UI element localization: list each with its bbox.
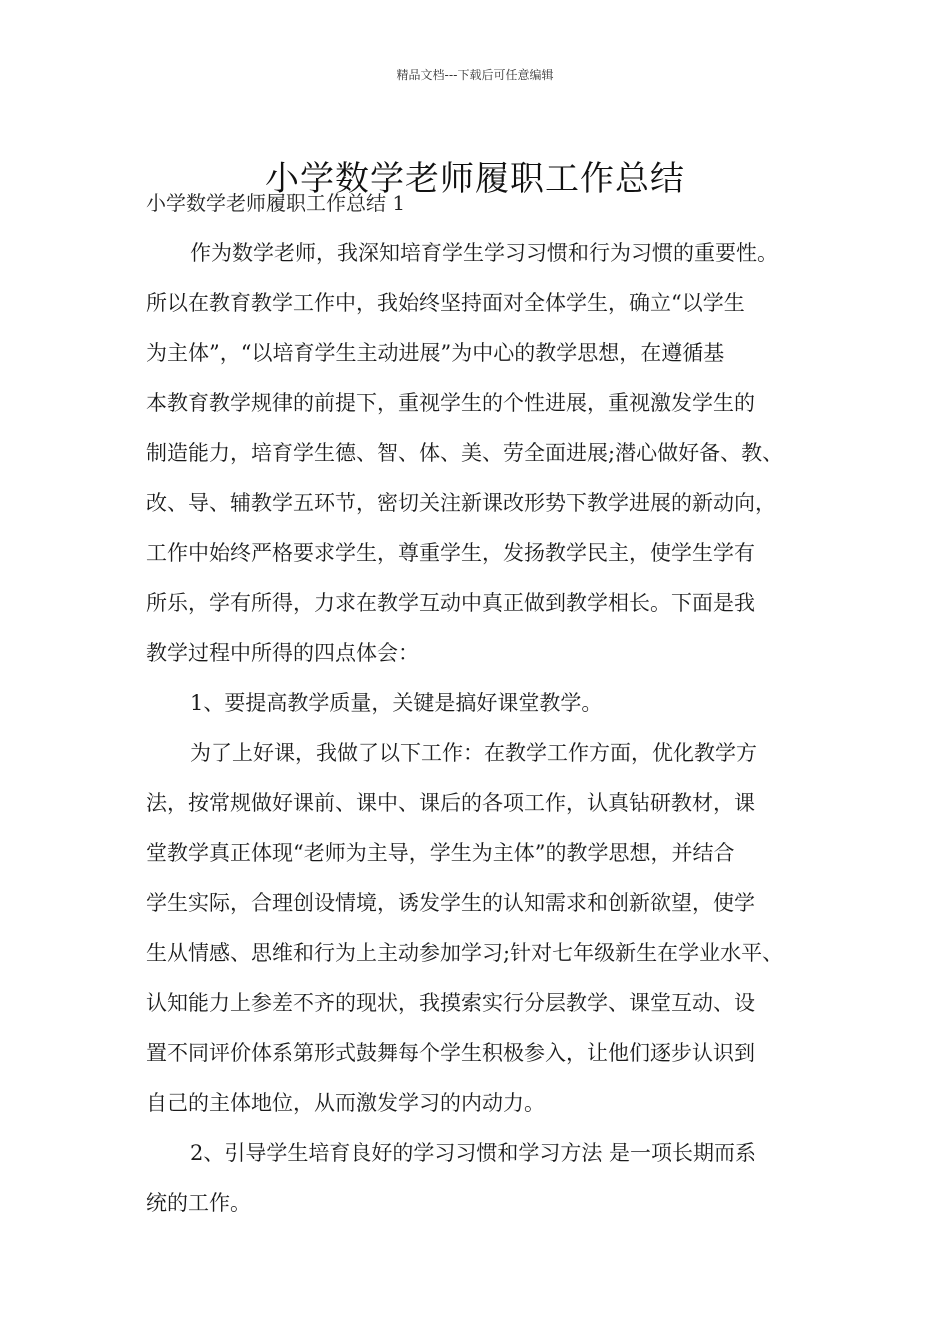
text-line: 法，按常规做好课前、课中、课后的各项工作，认真钻研教材，课 xyxy=(146,791,755,815)
text-line: 生从情感、思维和行为上主动参加学习;针对七年级新生在学业水平、 xyxy=(146,941,784,965)
document-body xyxy=(146,228,826,1228)
section-subtitle: 小学数学老师履职工作总结 1 xyxy=(146,191,406,215)
text-line: 2、引导学生培育良好的学习习惯和学习方法 是一项长期而系 xyxy=(190,1141,757,1165)
text-line: 1、要提高教学质量，关键是搞好课堂教学。 xyxy=(190,691,603,715)
text-line: 制造能力，培育学生德、智、体、美、劳全面进展;潜心做好备、教、 xyxy=(146,441,784,465)
text-line: 为主体”，“以培育学生主动进展”为中心的教学思想，在遵循基 xyxy=(146,341,725,365)
text-line: 工作中始终严格要求学生，尊重学生，发扬教学民主，使学生学有 xyxy=(146,541,755,565)
text-line: 堂教学真正体现“老师为主导，学生为主体”的教学思想，并结合 xyxy=(146,841,735,865)
text-line: 为了上好课，我做了以下工作：在教学工作方面，优化教学方 xyxy=(190,741,757,765)
text-line: 学生实际，合理创设情境，诱发学生的认知需求和创新欲望，使学 xyxy=(146,891,755,915)
text-line: 认知能力上参差不齐的现状，我摸索实行分层教学、课堂互动、设 xyxy=(146,991,755,1015)
text-line: 教学过程中所得的四点体会： xyxy=(146,641,419,665)
text-line: 改、导、辅教学五环节，密切关注新课改形势下教学进展的新动向， xyxy=(146,491,776,515)
text-line: 置不同评价体系第形式鼓舞每个学生积极参入，让他们逐步认识到 xyxy=(146,1041,755,1065)
header-note: 精品文档---下载后可任意编辑 xyxy=(396,68,554,82)
text-line: 所以在教育教学工作中，我始终坚持面对全体学生，确立“以学生 xyxy=(146,291,745,315)
document-title: 小学数学老师履职工作总结 xyxy=(265,158,685,199)
text-line: 作为数学老师，我深知培育学生学习习惯和行为习惯的重要性。 xyxy=(190,241,778,265)
text-line: 自己的主体地位，从而激发学习的内动力。 xyxy=(146,1091,545,1115)
text-line: 统的工作。 xyxy=(146,1191,251,1215)
text-line: 所乐，学有所得，力求在教学互动中真正做到教学相长。下面是我 xyxy=(146,591,755,615)
text-line: 本教育教学规律的前提下，重视学生的个性进展，重视激发学生的 xyxy=(146,391,755,415)
